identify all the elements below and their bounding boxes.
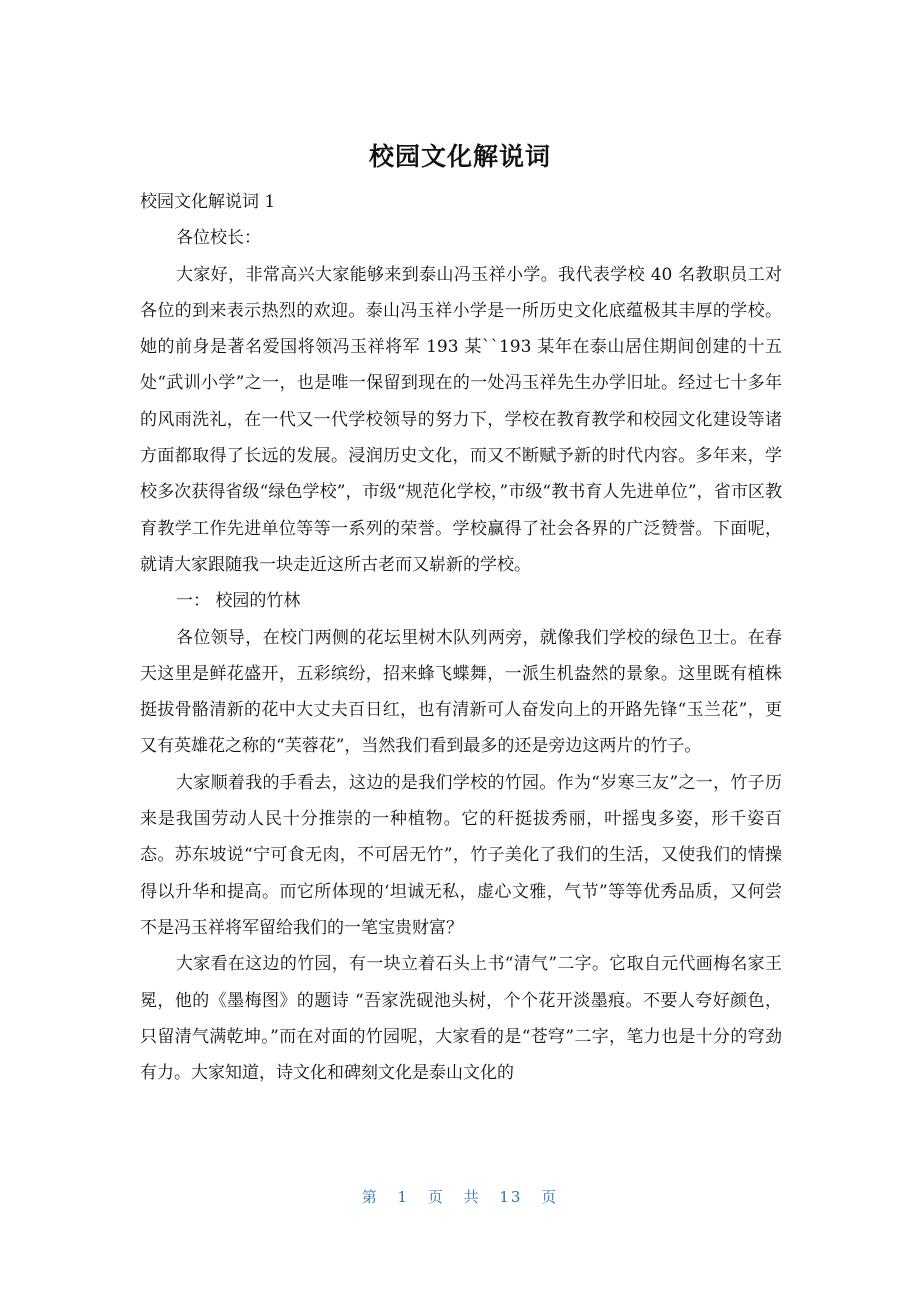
intro-paragraph: 大家好，非常高兴大家能够来到泰山冯玉祥小学。我代表学校 40 名教职员工对各位的到来表示热烈的欢迎。泰山冯玉祥小学是一所历史文化底蕴极其丰厚的学校。她的前身是著名爱国将领冯玉祥将军 193 某``193 某年在泰山居住期间创建的十五处“武训小学”之一，也是唯一保留到现在的一处冯玉祥先生办学旧址。经过七十多年的风雨洗礼，在一代又一代学校领导的努力下，学校在教育教学和校园文化建设等诸方面都取得了长远的发展。浸润历史文化，而又不断赋予新的时代内容。多年来，学校多次获得省级“绿色学校”，市级“规范化学校，”市级“教书育人先进单位”，省市区教育教学工作先进单位等等一系列的荣誉。学校赢得了社会各界的广泛赞誉。下面呢，就请大家跟随我一块走近这所古老而又崭新的学校。	[140, 264, 782, 575]
greeting-paragraph: 各位校长：	[176, 228, 261, 249]
subsection-heading: 一： 校园的竹林	[176, 591, 301, 612]
body-paragraph: 各位领导，在校门两侧的花坛里树木队列两旁，就像我们学校的绿色卫士。在春天这里是鲜花盛开，五彩缤纷，招来蜂飞蝶舞，一派生机盎然的景象。这里既有植株挺拔骨骼清新的花中大丈夫百日红，也有清新可人奋发向上的开路先锋“玉兰花”，更又有英雄花之称的“芙蓉花”，当然我们看到最多的还是旁边这两片的竹子。	[140, 627, 782, 757]
document-title: 校园文化解说词	[368, 142, 551, 171]
page-number-footer: 第 1 页 共 13 页	[361, 1188, 559, 1206]
document-body	[140, 184, 782, 1091]
body-paragraph: 大家看在这边的竹园，有一块立着石头上书“清气”二字。它取自元代画梅名家王冕，他的《墨梅图》的题诗 “吾家洗砚池头树，个个花开淡墨痕。不要人夸好颜色，只留清气满乾坤。”而在对面的竹园呢，大家看的是“苍穹”二字，笔力也是十分的穹劲有力。大家知道，诗文化和碑刻文化是泰山文化的	[140, 954, 782, 1084]
section-heading: 校园文化解说词 1	[140, 192, 276, 212]
body-paragraph: 大家顺着我的手看去，这边的是我们学校的竹园。作为“岁寒三友”之一，竹子历来是我国劳动人民十分推崇的一种植物。它的秆挺拔秀丽，叶摇曳多姿，形千姿百态。苏东坡说“宁可食无肉，不可居无竹”，竹子美化了我们的生活，又使我们的情操得以升华和提高。而它所体现的‘坦诚无私，虚心文雅，气节”等等优秀品质，又何尝不是冯玉祥将军留给我们的一笔宝贵财富？	[140, 772, 782, 938]
